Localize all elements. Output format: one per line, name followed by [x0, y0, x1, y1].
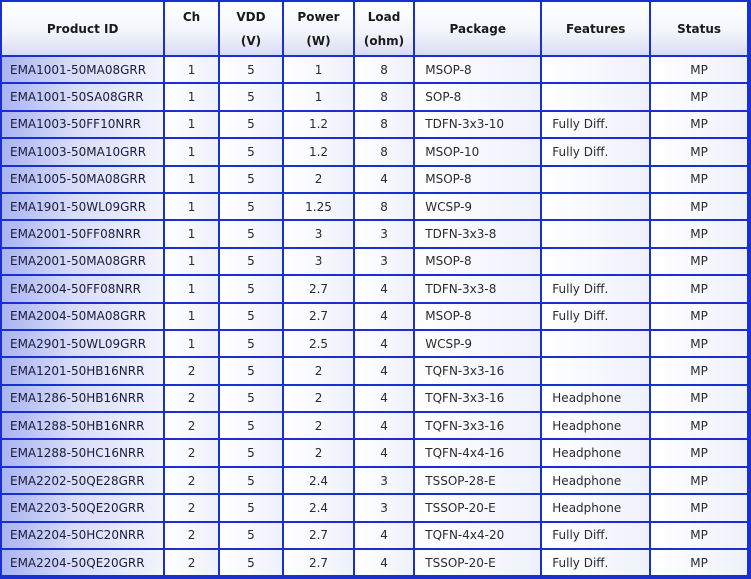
ch-cell: 2 [165, 440, 217, 465]
product-id-cell: EMA1001-50SA08GRR [2, 84, 163, 109]
ch-cell: 1 [165, 304, 217, 329]
ch-cell: 2 [165, 550, 217, 575]
vdd-cell: 5 [220, 386, 283, 411]
package-cell: TQFN-4x4-16 [415, 440, 540, 465]
package-cell: MSOP-10 [415, 139, 540, 164]
load-cell: 4 [355, 276, 413, 301]
power-cell: 2.4 [284, 495, 353, 520]
status-cell: MP [651, 440, 747, 465]
features-cell [542, 57, 649, 82]
ch-cell: 2 [165, 358, 217, 383]
load-cell: 3 [355, 249, 413, 274]
load-cell: 4 [355, 413, 413, 438]
load-cell: 3 [355, 495, 413, 520]
vdd-cell: 5 [220, 84, 283, 109]
load-cell: 8 [355, 112, 413, 137]
power-cell: 2.7 [284, 276, 353, 301]
status-cell: MP [651, 304, 747, 329]
package-cell: TQFN-4x4-20 [415, 523, 540, 548]
header-product-id-label: Product ID [46, 21, 119, 36]
product-id-cell: EMA1005-50MA08GRR [2, 167, 163, 192]
ch-cell: 2 [165, 413, 217, 438]
table-row [2, 358, 747, 383]
product-id-cell: EMA2202-50QE28GRR [2, 468, 163, 493]
vdd-cell: 5 [220, 276, 283, 301]
status-cell: MP [651, 550, 747, 575]
vdd-cell: 5 [220, 468, 283, 493]
status-cell: MP [651, 523, 747, 548]
table-body [2, 57, 747, 575]
features-cell [542, 249, 649, 274]
power-cell: 2.7 [284, 550, 353, 575]
features-cell [542, 221, 649, 246]
ch-cell: 1 [165, 249, 217, 274]
status-cell: MP [651, 413, 747, 438]
header-load-unit: (ohm) [363, 33, 405, 48]
vdd-cell: 5 [220, 523, 283, 548]
header-vdd-label: VDD [236, 9, 266, 24]
ch-cell: 1 [165, 194, 217, 219]
features-cell: Fully Diff. [542, 550, 649, 575]
status-cell: MP [651, 468, 747, 493]
package-cell: MSOP-8 [415, 304, 540, 329]
header-features [542, 2, 649, 55]
features-cell: Fully Diff. [542, 523, 649, 548]
header-features-label: Features [566, 21, 626, 36]
load-cell: 4 [355, 331, 413, 356]
features-cell [542, 331, 649, 356]
package-cell: TQFN-3x3-16 [415, 358, 540, 383]
status-cell: MP [651, 139, 747, 164]
power-cell: 1.2 [284, 112, 353, 137]
features-cell [542, 84, 649, 109]
load-cell: 3 [355, 468, 413, 493]
product-id-cell: EMA1003-50MA10GRR [2, 139, 163, 164]
features-cell: Fully Diff. [542, 139, 649, 164]
power-cell: 1 [284, 57, 353, 82]
vdd-cell: 5 [220, 112, 283, 137]
header-product-id [2, 2, 163, 55]
vdd-cell: 5 [220, 550, 283, 575]
product-id-cell: EMA2001-50FF08NRR [2, 221, 163, 246]
header-load-label: Load [367, 9, 401, 24]
table-row [2, 194, 747, 219]
package-cell: TQFN-3x3-16 [415, 413, 540, 438]
features-cell: Headphone [542, 468, 649, 493]
table-row [2, 440, 747, 465]
header-vdd [220, 2, 283, 55]
load-cell: 3 [355, 221, 413, 246]
table-row [2, 57, 747, 82]
load-cell: 8 [355, 84, 413, 109]
package-cell: MSOP-8 [415, 57, 540, 82]
features-cell: Headphone [542, 413, 649, 438]
product-id-cell: EMA1901-50WL09GRR [2, 194, 163, 219]
vdd-cell: 5 [220, 221, 283, 246]
package-cell: TDFN-3x3-8 [415, 276, 540, 301]
ch-cell: 1 [165, 221, 217, 246]
product-id-cell: EMA1001-50MA08GRR [2, 57, 163, 82]
ch-cell: 2 [165, 386, 217, 411]
status-cell: MP [651, 495, 747, 520]
power-cell: 2 [284, 358, 353, 383]
status-cell: MP [651, 249, 747, 274]
table-row [2, 112, 747, 137]
vdd-cell: 5 [220, 331, 283, 356]
power-cell: 2.5 [284, 331, 353, 356]
package-cell: TSSOP-20-E [415, 495, 540, 520]
product-id-cell: EMA1288-50HC16NRR [2, 440, 163, 465]
status-cell: MP [651, 84, 747, 109]
features-cell: Fully Diff. [542, 112, 649, 137]
table-row [2, 468, 747, 493]
load-cell: 8 [355, 139, 413, 164]
vdd-cell: 5 [220, 304, 283, 329]
table-row [2, 167, 747, 192]
header-ch-label: Ch [182, 9, 201, 24]
product-id-cell: EMA1286-50HB16NRR [2, 386, 163, 411]
status-cell: MP [651, 167, 747, 192]
power-cell: 2 [284, 167, 353, 192]
table-row [2, 523, 747, 548]
product-id-cell: EMA1288-50HB16NRR [2, 413, 163, 438]
status-cell: MP [651, 112, 747, 137]
product-id-cell: EMA2204-50QE20GRR [2, 550, 163, 575]
power-cell: 2.7 [284, 523, 353, 548]
vdd-cell: 5 [220, 495, 283, 520]
ch-cell: 1 [165, 167, 217, 192]
package-cell: TQFN-3x3-16 [415, 386, 540, 411]
table-row [2, 221, 747, 246]
package-cell: MSOP-8 [415, 167, 540, 192]
ch-cell: 1 [165, 57, 217, 82]
package-cell: TDFN-3x3-10 [415, 112, 540, 137]
vdd-cell: 5 [220, 194, 283, 219]
features-cell: Fully Diff. [542, 276, 649, 301]
power-cell: 3 [284, 221, 353, 246]
product-id-cell: EMA2203-50QE20GRR [2, 495, 163, 520]
package-cell: WCSP-9 [415, 331, 540, 356]
power-cell: 2 [284, 413, 353, 438]
product-id-cell: EMA1003-50FF10NRR [2, 112, 163, 137]
vdd-cell: 5 [220, 57, 283, 82]
header-power-unit: (W) [306, 33, 331, 48]
vdd-cell: 5 [220, 440, 283, 465]
package-cell: TSSOP-28-E [415, 468, 540, 493]
table-row [2, 304, 747, 329]
features-cell [542, 194, 649, 219]
power-cell: 2.7 [284, 304, 353, 329]
ch-cell: 2 [165, 495, 217, 520]
product-id-cell: EMA1201-50HB16NRR [2, 358, 163, 383]
header-row [2, 2, 747, 55]
table-row [2, 249, 747, 274]
header-status [651, 2, 747, 55]
vdd-cell: 5 [220, 249, 283, 274]
product-id-cell: EMA2901-50WL09GRR [2, 331, 163, 356]
header-power [284, 2, 353, 55]
power-cell: 3 [284, 249, 353, 274]
ch-cell: 1 [165, 276, 217, 301]
product-id-cell: EMA2004-50FF08NRR [2, 276, 163, 301]
status-cell: MP [651, 386, 747, 411]
table-row [2, 386, 747, 411]
power-cell: 2 [284, 386, 353, 411]
features-cell [542, 358, 649, 383]
vdd-cell: 5 [220, 358, 283, 383]
power-cell: 2 [284, 440, 353, 465]
table-row [2, 495, 747, 520]
status-cell: MP [651, 276, 747, 301]
header-vdd-unit: (V) [240, 33, 262, 48]
product-id-cell: EMA2004-50MA08GRR [2, 304, 163, 329]
header-load [355, 2, 413, 55]
product-id-cell: EMA2204-50HC20NRR [2, 523, 163, 548]
status-cell: MP [651, 57, 747, 82]
header-package-label: Package [449, 21, 507, 36]
power-cell: 1 [284, 84, 353, 109]
header-package [415, 2, 540, 55]
power-cell: 1.2 [284, 139, 353, 164]
vdd-cell: 5 [220, 167, 283, 192]
status-cell: MP [651, 194, 747, 219]
load-cell: 4 [355, 440, 413, 465]
load-cell: 8 [355, 57, 413, 82]
load-cell: 4 [355, 523, 413, 548]
ch-cell: 2 [165, 468, 217, 493]
ch-cell: 2 [165, 523, 217, 548]
status-cell: MP [651, 358, 747, 383]
vdd-cell: 5 [220, 139, 283, 164]
package-cell: MSOP-8 [415, 249, 540, 274]
features-cell: Headphone [542, 386, 649, 411]
package-cell: TSSOP-20-E [415, 550, 540, 575]
status-cell: MP [651, 331, 747, 356]
package-cell: TDFN-3x3-8 [415, 221, 540, 246]
package-cell: WCSP-9 [415, 194, 540, 219]
ch-cell: 1 [165, 331, 217, 356]
features-cell: Headphone [542, 440, 649, 465]
load-cell: 4 [355, 167, 413, 192]
features-cell [542, 167, 649, 192]
table-row [2, 331, 747, 356]
product-id-cell: EMA2001-50MA08GRR [2, 249, 163, 274]
power-cell: 1.25 [284, 194, 353, 219]
header-power-label: Power [297, 9, 340, 24]
features-cell: Headphone [542, 495, 649, 520]
table-row [2, 550, 747, 575]
header-ch [165, 2, 217, 55]
ch-cell: 1 [165, 84, 217, 109]
load-cell: 4 [355, 386, 413, 411]
status-cell: MP [651, 221, 747, 246]
table-row [2, 276, 747, 301]
ch-cell: 1 [165, 112, 217, 137]
load-cell: 8 [355, 194, 413, 219]
table-row [2, 84, 747, 109]
table-row [2, 139, 747, 164]
ch-cell: 1 [165, 139, 217, 164]
package-cell: SOP-8 [415, 84, 540, 109]
load-cell: 4 [355, 550, 413, 575]
table-row [2, 413, 747, 438]
load-cell: 4 [355, 304, 413, 329]
vdd-cell: 5 [220, 413, 283, 438]
features-cell: Fully Diff. [542, 304, 649, 329]
header-status-label: Status [677, 21, 722, 36]
power-cell: 2.4 [284, 468, 353, 493]
load-cell: 4 [355, 358, 413, 383]
